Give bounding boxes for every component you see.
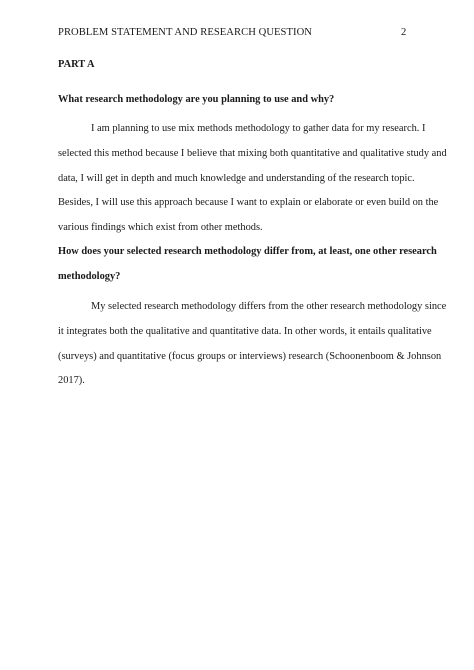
question-2-heading-line-1: How does your selected research methodology differ from, at least, one other research: [58, 246, 437, 257]
question-2-heading: [58, 240, 437, 290]
page-number: 2: [401, 27, 407, 38]
running-head: PROBLEM STATEMENT AND RESEARCH QUESTION: [58, 27, 312, 38]
section-label: PART A: [58, 59, 95, 70]
answer-2-line-2: it integrates both the qualitative and quantitative data. In other words, it entails qualitative: [58, 325, 432, 337]
answer-1-line-5: various findings which exist from other methods.: [58, 222, 263, 234]
answer-2-line-4: 2017).: [58, 375, 85, 387]
question-2-heading-line-2: methodology?: [58, 270, 121, 282]
answer-1-line-2: selected this method because I believe that mixing both quantitative and qualitative study and: [58, 147, 447, 159]
answer-2-line-1: My selected research methodology differs from the other research methodology since: [91, 301, 447, 312]
question-1-heading: What research methodology are you planning to use and why?: [58, 94, 335, 105]
answer-1-line-4: Besides, I will use this approach because I want to explain or elaborate or even build on the: [58, 197, 439, 209]
question-1-answer: [58, 117, 447, 241]
answer-1-line-1: I am planning to use mix methods methodology to gather data for my research. I: [91, 123, 426, 134]
question-2-answer: [58, 295, 447, 394]
answer-1-line-3: data, I will get in depth and much knowledge and understanding of the research topic.: [58, 172, 415, 184]
answer-2-line-3: (surveys) and quantitative (focus groups or interviews) research (Schoonenboom & Johnson: [58, 350, 442, 362]
